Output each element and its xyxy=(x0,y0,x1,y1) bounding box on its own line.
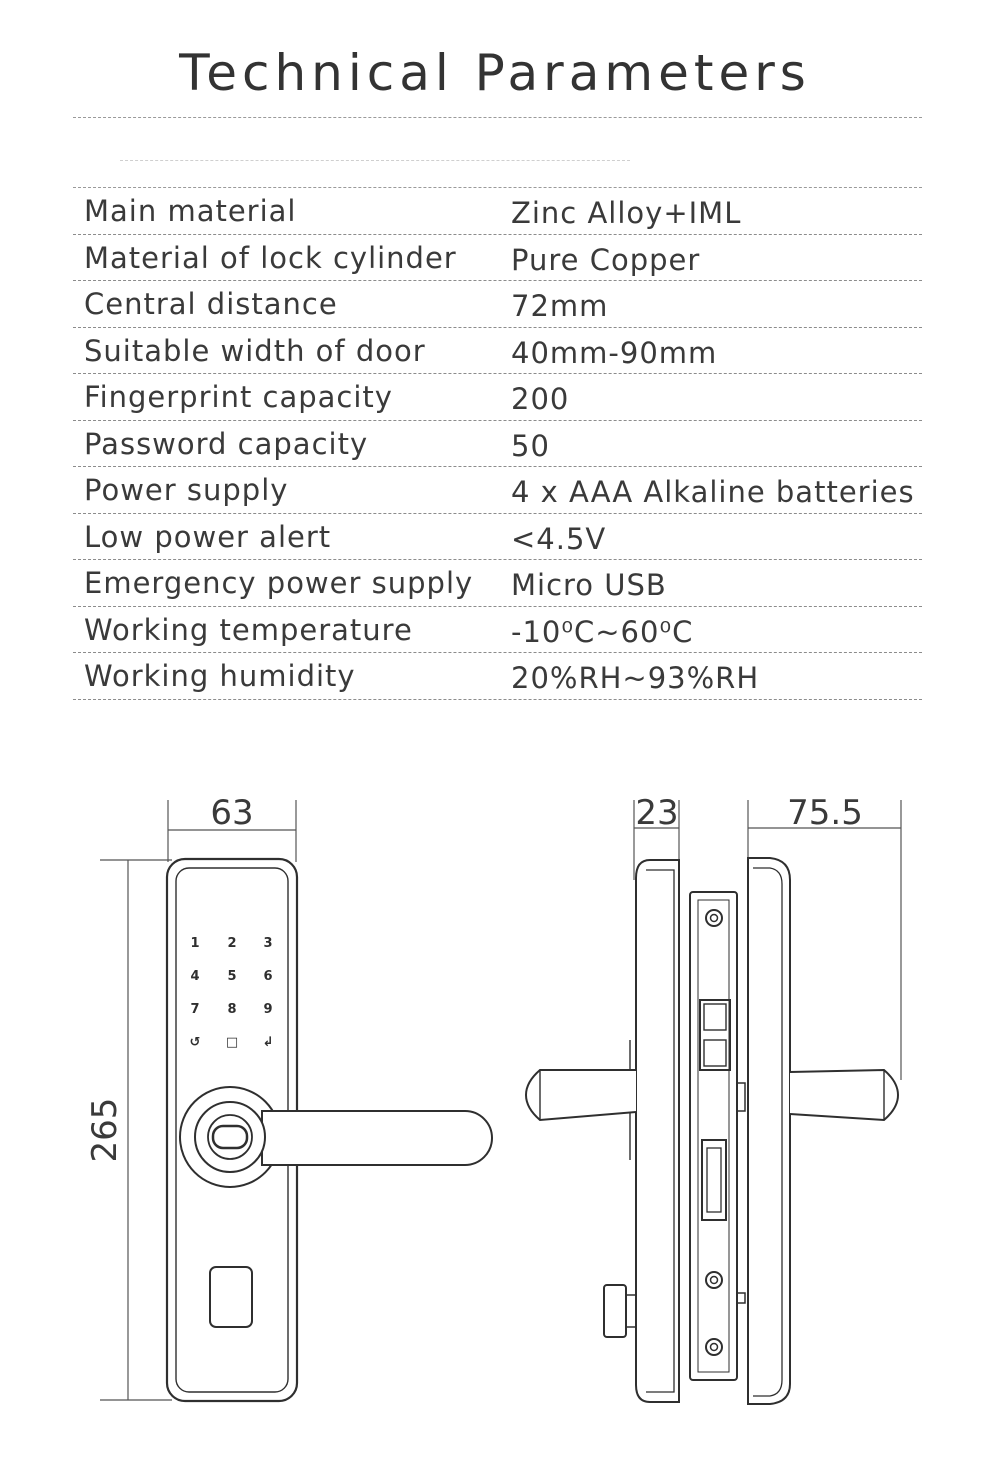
table-row xyxy=(73,188,922,235)
param-value: -10⁰C~60⁰C xyxy=(511,614,694,649)
param-label: Emergency power supply xyxy=(84,566,474,600)
param-value: <4.5V xyxy=(511,521,607,556)
param-value: 200 xyxy=(511,382,570,416)
param-value: 50 xyxy=(511,428,550,463)
param-label: Working humidity xyxy=(84,659,356,693)
keypad-key: 9 xyxy=(263,1002,273,1017)
keypad xyxy=(190,936,274,1050)
param-label: Password capacity xyxy=(84,426,369,461)
table-row xyxy=(73,235,922,282)
param-label: Central distance xyxy=(84,287,338,321)
param-label: Material of lock cylinder xyxy=(84,240,457,275)
table-row xyxy=(73,328,922,375)
front-width-label: 63 xyxy=(210,793,254,833)
parameters-table xyxy=(73,188,922,700)
param-value: 20%RH~93%RH xyxy=(511,661,760,695)
handle-length-dimension xyxy=(748,800,901,1080)
keypad-key: 2 xyxy=(227,936,237,951)
table-row xyxy=(73,560,922,607)
param-label: Low power alert xyxy=(84,519,332,554)
keypad-key: 5 xyxy=(227,969,237,984)
param-value: Pure Copper xyxy=(511,242,701,277)
lock-front-view xyxy=(167,859,492,1401)
table-row xyxy=(73,421,922,468)
param-label: Fingerprint capacity xyxy=(84,380,393,414)
table-row xyxy=(73,607,922,654)
param-value: 40mm-90mm xyxy=(511,335,718,370)
table-row xyxy=(73,281,922,328)
lock-side-view xyxy=(526,858,898,1404)
table-row xyxy=(73,374,922,421)
keypad-key: ↲ xyxy=(262,1035,274,1050)
param-value: Micro USB xyxy=(511,568,667,602)
keypad-key: 3 xyxy=(263,936,273,951)
param-value: Zinc Alloy+IML xyxy=(511,196,742,230)
keypad-key: 7 xyxy=(190,1002,200,1017)
param-label: Working temperature xyxy=(84,612,413,647)
title-divider xyxy=(73,117,922,118)
height-label: 265 xyxy=(85,1097,125,1163)
keypad-key: 4 xyxy=(190,969,200,984)
param-label: Suitable width of door xyxy=(84,333,426,368)
keypad-key: 1 xyxy=(190,936,200,951)
faint-divider xyxy=(120,160,630,161)
table-row xyxy=(73,467,922,514)
table-row xyxy=(73,514,922,561)
table-row xyxy=(73,653,922,700)
keypad-key: 6 xyxy=(263,969,273,984)
side-thickness-label: 23 xyxy=(635,793,679,833)
param-value: 72mm xyxy=(511,289,609,323)
keypad-key: 8 xyxy=(227,1002,237,1017)
param-label: Power supply xyxy=(84,473,289,507)
keypad-key: □ xyxy=(225,1035,239,1050)
page-title: Technical Parameters xyxy=(179,44,811,102)
param-value: 4 x AAA Alkaline batteries xyxy=(511,475,915,509)
lock-dimension-drawing xyxy=(0,770,990,1450)
param-label: Main material xyxy=(84,194,297,228)
handle-length-label: 75.5 xyxy=(787,793,863,833)
keypad-key: ↺ xyxy=(189,1035,201,1050)
